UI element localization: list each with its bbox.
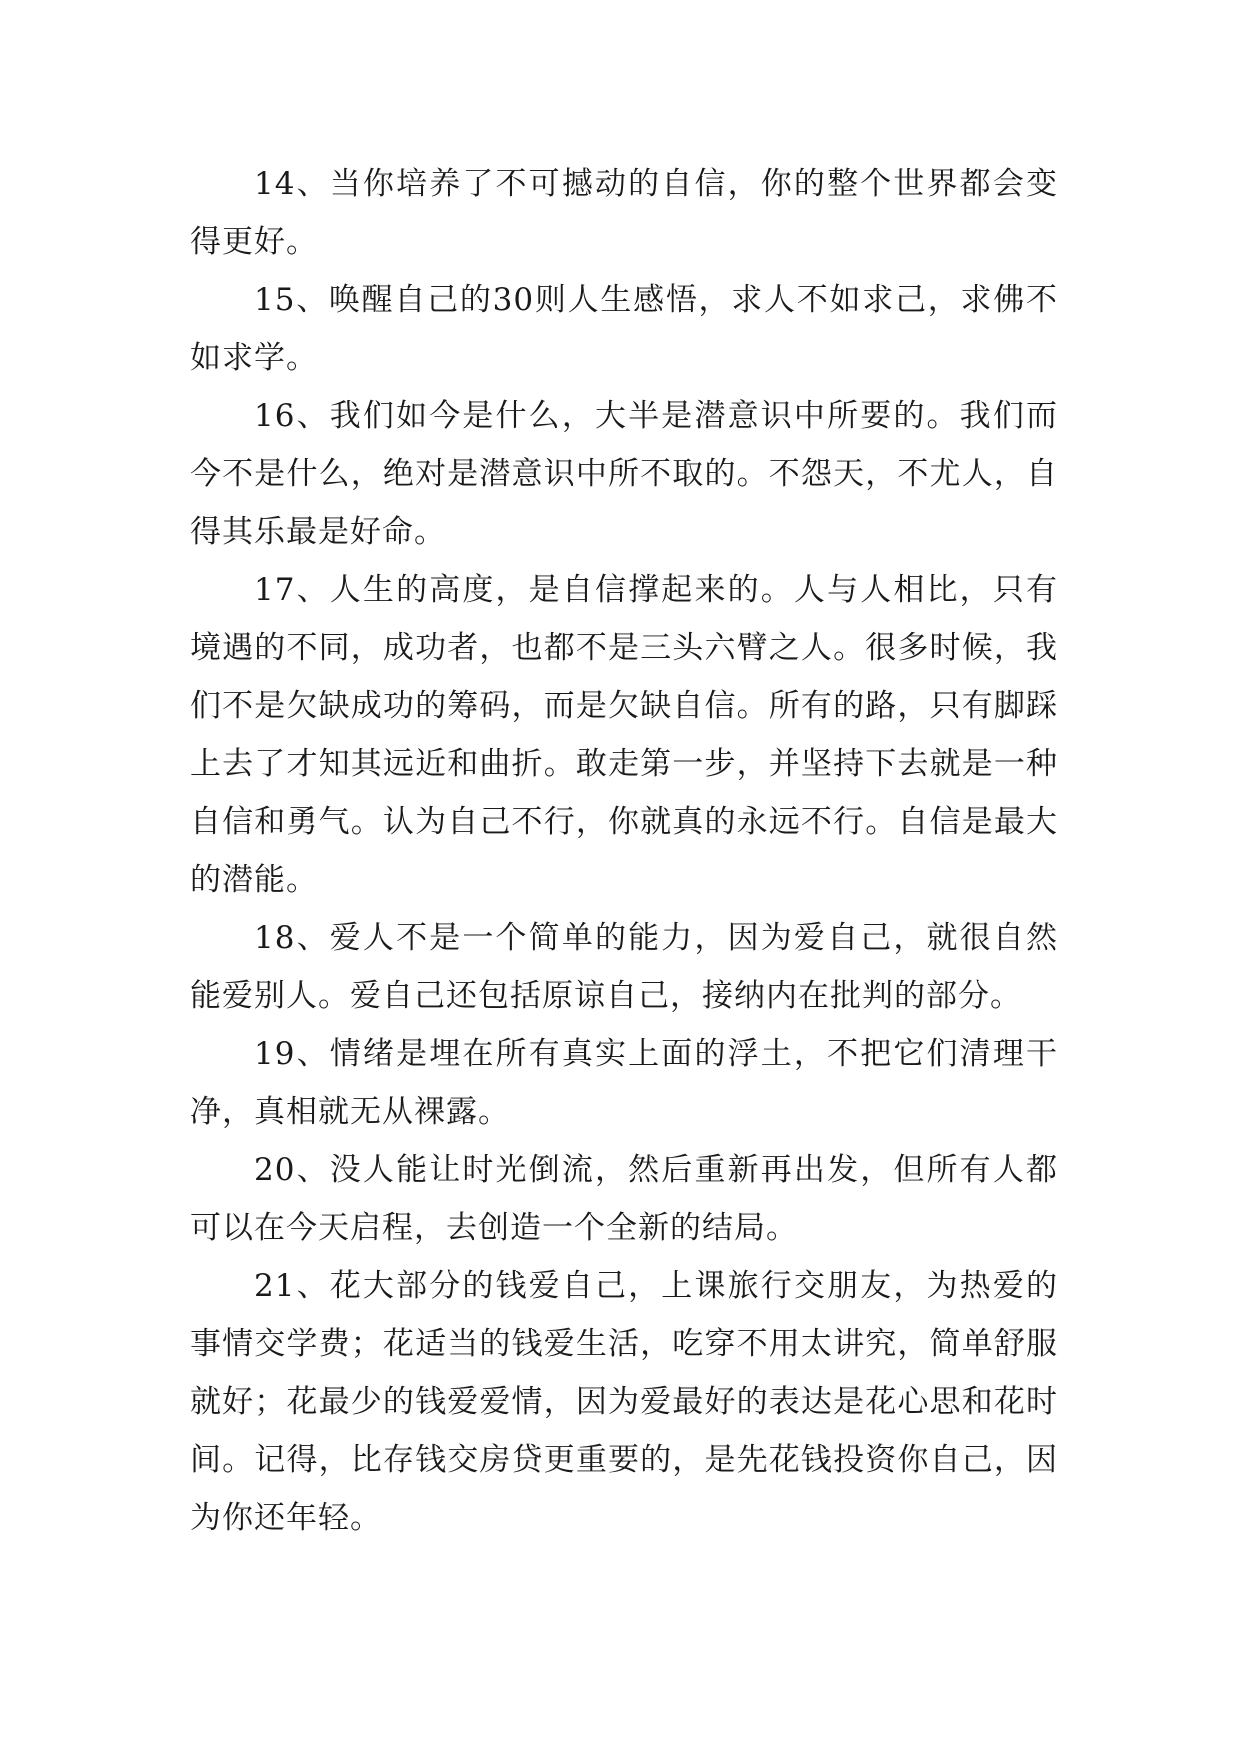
paragraph-18: 18、爱人不是一个简单的能力，因为爱自己，就很自然能爱别人。爱自己还包括原谅自己，接纳内在批判的部分。: [190, 920, 1058, 1014]
document-body: [190, 155, 1058, 1547]
paragraph-15: 15、唤醒自己的30则人生感悟，求人不如求己，求佛不如求学。: [190, 282, 1058, 376]
paragraph-21: 21、花大部分的钱爱自己，上课旅行交朋友，为热爱的事情交学费；花适当的钱爱生活，吃穿不用太讲究，简单舒服就好；花最少的钱爱爱情，因为爱最好的表达是花心思和花时间。记得，比存钱交房贷更重要的，是先花钱投资你自己，因为你还年轻。: [190, 1268, 1058, 1536]
paragraph-20: 20、没人能让时光倒流，然后重新再出发，但所有人都可以在今天启程，去创造一个全新的结局。: [190, 1152, 1058, 1246]
paragraph-19: 19、情绪是埋在所有真实上面的浮土，不把它们清理干净，真相就无从裸露。: [190, 1036, 1058, 1130]
paragraph-14: 14、当你培养了不可撼动的自信，你的整个世界都会变得更好。: [190, 166, 1058, 260]
paragraph-17: 17、人生的高度，是自信撑起来的。人与人相比，只有境遇的不同，成功者，也都不是三头六臂之人。很多时候，我们不是欠缺成功的筹码，而是欠缺自信。所有的路，只有脚踩上去了才知其远近和曲折。敢走第一步，并坚持下去就是一种自信和勇气。认为自己不行，你就真的永远不行。自信是最大的潜能。: [190, 572, 1058, 898]
paragraph-16: 16、我们如今是什么，大半是潜意识中所要的。我们而今不是什么，绝对是潜意识中所不取的。不怨天，不尤人，自得其乐最是好命。: [190, 398, 1058, 550]
